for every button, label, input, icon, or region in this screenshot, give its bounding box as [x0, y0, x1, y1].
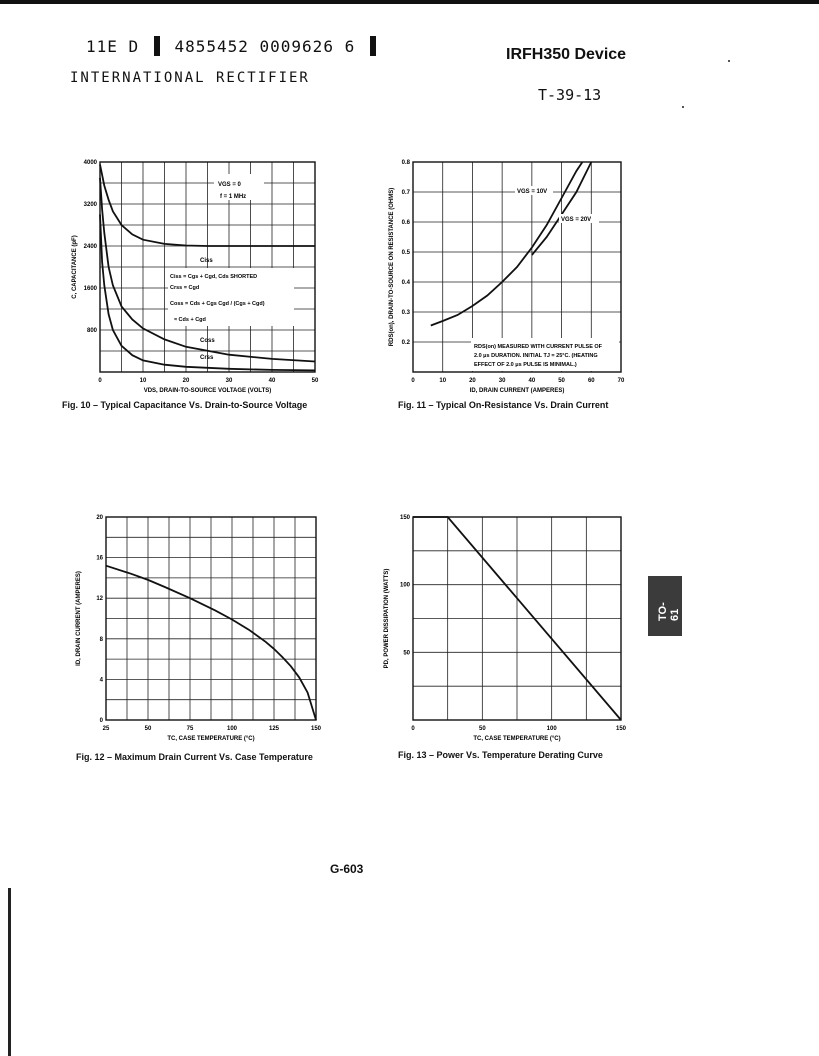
fig13-chart	[380, 505, 640, 750]
device-title: IRFH350 Device	[506, 46, 627, 63]
fig11-x-tick-label: 40	[528, 378, 536, 384]
section-tab	[648, 576, 682, 636]
fig12-y-tick-label: 20	[96, 515, 103, 521]
fig11-y-tick-label: 0.7	[401, 190, 410, 196]
fig11-caption: Fig. 11 – Typical On-Resistance Vs. Drain Current	[398, 400, 609, 410]
fig10-y-tick-label: 800	[86, 328, 97, 334]
fig10-annotation-approx: ≈ Cds + Cgd	[174, 317, 206, 323]
fig11-x-tick-label: 60	[587, 378, 595, 384]
fig12-y-tick-label: 4	[99, 677, 103, 684]
fig10-x-tick-label: 10	[139, 378, 147, 384]
fig10-x-tick-label: 30	[225, 378, 233, 384]
fig10-series-label-crss: Crss	[200, 355, 214, 361]
fig13-y-tick-label: 100	[399, 582, 410, 589]
fig13-y-axis-label: PD, POWER DISSIPATION (WATTS)	[384, 568, 390, 669]
fig13-y-tick-label: 50	[403, 650, 410, 657]
fig11-x-tick-label: 50	[558, 378, 565, 384]
fig10-y-tick-label: 3200	[83, 202, 97, 208]
fig11-y-tick-label: 0.2	[401, 340, 410, 346]
header-code	[86, 36, 380, 56]
fig10-y-tick-label: 2400	[83, 244, 97, 250]
section-tab-label: TO-61	[657, 602, 681, 621]
page-number: G-603	[330, 862, 364, 876]
fig12-y-tick-label: 0	[99, 718, 103, 724]
fig10-series-label-ciss: Ciss	[200, 258, 213, 264]
fig10-y-tick-label: 4000	[83, 160, 97, 166]
fig11-y-axis-label: RDS(on), DRAIN-TO-SOURCE ON RESISTANCE (OHMS)	[389, 187, 395, 347]
fig12-y-tick-label: 8	[99, 636, 103, 643]
fig12-x-tick-label: 125	[268, 726, 280, 732]
fig12-x-tick-label: 150	[310, 726, 322, 732]
doc-code: T-39-13	[538, 86, 602, 104]
fig12-x-tick-label: 25	[102, 726, 110, 732]
fig11-note-line-1: RDS(on) MEASURED WITH CURRENT PULSE OF	[474, 344, 603, 350]
header-mark-left	[154, 36, 160, 56]
fig11-note-line-2: 2.0 μs DURATION. INITIAL TJ = 25°C. (HEATING	[474, 353, 598, 359]
fig12-chart	[70, 505, 330, 750]
fig12-y-tick-label: 16	[96, 555, 103, 562]
fig10-y-tick-label: 1600	[83, 286, 97, 292]
fig10-annotation-freq: f = 1 MHz	[220, 194, 247, 200]
fig10-x-tick-label: 20	[182, 378, 190, 384]
fig11-y-tick-label: 0.4	[401, 280, 410, 286]
fig11-series-label-20v: VGS = 20V	[561, 217, 592, 223]
fig11-x-axis-label: ID, DRAIN CURRENT (AMPERES)	[469, 388, 565, 394]
fig10-svg	[70, 150, 340, 400]
fig10-chart	[70, 150, 340, 400]
header-code-right: 4855452 0009626 6	[174, 37, 356, 56]
fig13-y-tick-label: 150	[399, 515, 410, 521]
fig13-x-tick-label: 150	[615, 726, 627, 732]
fig11-note-line-3: EFFECT OF 2.0 μs PULSE IS MINIMAL.)	[474, 362, 577, 368]
fig10-annotation-coss-def: Coss = Cds + Cgs Cgd / (Cgs + Cgd)	[170, 301, 265, 307]
fig12-x-axis-label: TC, CASE TEMPERATURE (°C)	[167, 736, 255, 742]
fig13-x-tick-label: 0	[411, 726, 415, 732]
fig11-y-tick-label: 0.3	[401, 310, 410, 316]
fig11-y-tick-label: 0.8	[401, 160, 410, 166]
fig11-svg	[385, 150, 645, 400]
fig13-x-tick-label: 50	[478, 726, 486, 732]
fig12-svg	[70, 505, 330, 750]
fig11-x-tick-label: 70	[617, 378, 625, 384]
fig11-series-line-1	[431, 162, 583, 326]
scan-edge	[8, 888, 11, 1056]
fig12-y-tick-label: 12	[96, 596, 103, 603]
fig13-svg	[380, 505, 640, 750]
fig11-y-tick-label: 0.6	[401, 220, 410, 226]
fig10-annotation-vgs: VGS = 0	[218, 182, 241, 188]
fig13-x-tick-label: 100	[546, 726, 557, 732]
fig10-series-label-coss: Coss	[200, 338, 215, 344]
fig11-chart	[385, 150, 645, 400]
top-rule	[0, 0, 819, 4]
fig13-caption: Fig. 13 – Power Vs. Temperature Derating Curve	[398, 750, 603, 760]
fig11-series-label-10v: VGS = 10V	[517, 189, 548, 195]
fig10-caption: Fig. 10 – Typical Capacitance Vs. Drain-to-Source Voltage	[62, 400, 308, 410]
fig10-x-tick-label: 40	[268, 378, 276, 384]
fig12-y-axis-label: ID, DRAIN CURRENT (AMPERES)	[76, 571, 82, 666]
header-code-left: 11E D	[86, 37, 140, 56]
fig12-x-tick-label: 100	[226, 726, 238, 732]
fig10-x-tick-label: 0	[98, 378, 102, 384]
fig12-x-tick-label: 50	[144, 726, 152, 732]
fig11-x-tick-label: 20	[469, 378, 476, 384]
company-name: INTERNATIONAL RECTIFIER	[70, 70, 310, 86]
fig11-x-tick-label: 10	[439, 378, 447, 384]
speck	[728, 60, 730, 62]
fig13-x-axis-label: TC, CASE TEMPERATURE (°C)	[473, 736, 561, 742]
fig10-y-axis-label: C, CAPACITANCE (pF)	[72, 235, 78, 299]
header-mark-right	[370, 36, 376, 56]
fig12-caption: Fig. 12 – Maximum Drain Current Vs. Case Temperature	[76, 752, 313, 762]
fig10-annotation-ciss-def: Ciss = Cgs + Cgd, Cds SHORTED	[170, 274, 258, 280]
fig10-x-tick-label: 50	[311, 378, 319, 384]
speck	[682, 106, 684, 108]
fig11-x-tick-label: 0	[411, 378, 415, 384]
fig11-x-tick-label: 30	[498, 378, 506, 384]
fig11-y-tick-label: 0.5	[401, 250, 410, 256]
fig12-x-tick-label: 75	[186, 726, 194, 732]
fig10-annotation-crss-def: Crss = Cgd	[170, 285, 200, 291]
fig10-x-axis-label: VDS, DRAIN-TO-SOURCE VOLTAGE (VOLTS)	[143, 388, 272, 394]
